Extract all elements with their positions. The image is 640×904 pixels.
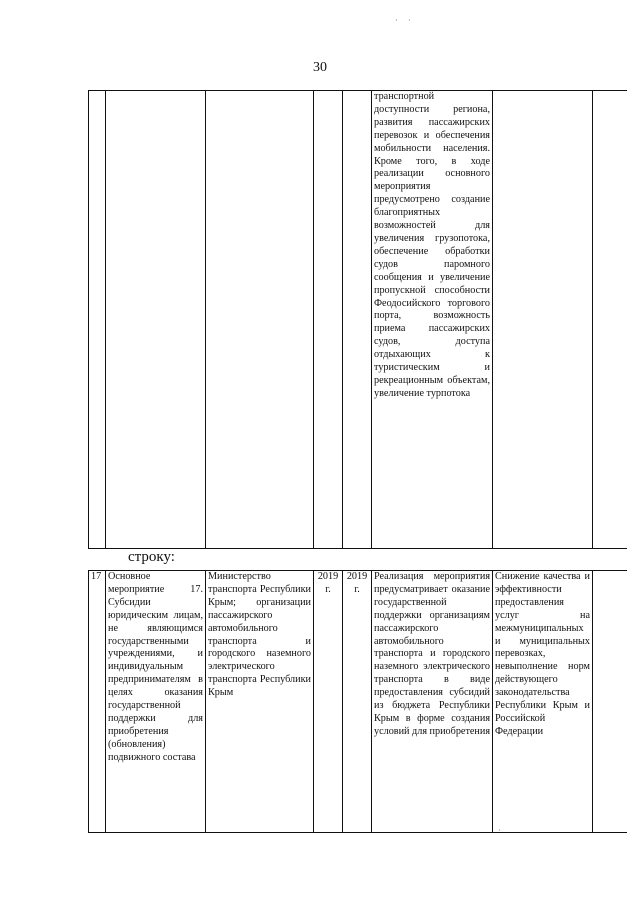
cell-extra	[593, 91, 628, 549]
scan-speck: ·	[395, 16, 398, 25]
cell-number: 17	[89, 571, 106, 833]
cell-start-year: 2019 г.	[314, 571, 343, 833]
insert-row-label: строку:	[128, 549, 175, 565]
cell-consequences: Снижение качества и эффективности предоставления услуг на межмуниципальных и муниципальных перевозках, невыполнение норм действующего законодательства Республики Крым и Российской Федерации	[493, 571, 593, 833]
scan-speck: ·	[498, 826, 501, 835]
cell-consequences	[493, 91, 593, 549]
cell-executor	[206, 91, 314, 549]
scan-speck: ·	[408, 16, 411, 25]
cell-extra	[593, 571, 628, 833]
table-row	[89, 91, 628, 549]
page-number: 30	[313, 60, 327, 75]
cell-activity-name: Основное мероприятие 17. Субсидии юридическим лицам, не являющимся государственными учреждениями, и индивидуальным предпринимателям в целях оказания государственной поддержки для приобретения (обновления) подвижного состава	[106, 571, 206, 833]
cell-number	[89, 91, 106, 549]
table-row	[89, 571, 628, 833]
cell-expected-result: Реализация мероприятия предусматривает оказание государственной поддержки организациям пассажирского автомобильного транспорта и городского наземного электрического транспорта в виде предоставления субсидий из бюджета Республики Крым в форме создания условий для приобретения	[372, 571, 493, 833]
cell-activity-name	[106, 91, 206, 549]
cell-end-year	[343, 91, 372, 549]
cell-start-year	[314, 91, 343, 549]
cell-executor: Министерство транспорта Республики Крым; организации пассажирского автомобильного транспорта и городского наземного электрического транспорта Республики Крым	[206, 571, 314, 833]
cell-end-year: 2019 г.	[343, 571, 372, 833]
new-row-table	[88, 570, 627, 833]
cell-expected-result: транспортной доступности региона, развития пассажирских перевозок и обеспечения мобильности населения. Кроме того, в ходе реализации основного мероприятия предусмотрено создание благоприятных возможностей для увеличения грузопотока, обеспечение обработки судов паромного сообщения и увеличение пропускной способности Феодосийского торгового порта, возможность приема пассажирских судов, доступа отдыхающих к туристическим и рекреационным объектам, увеличение турпотока	[372, 91, 493, 549]
continued-table	[88, 90, 627, 549]
